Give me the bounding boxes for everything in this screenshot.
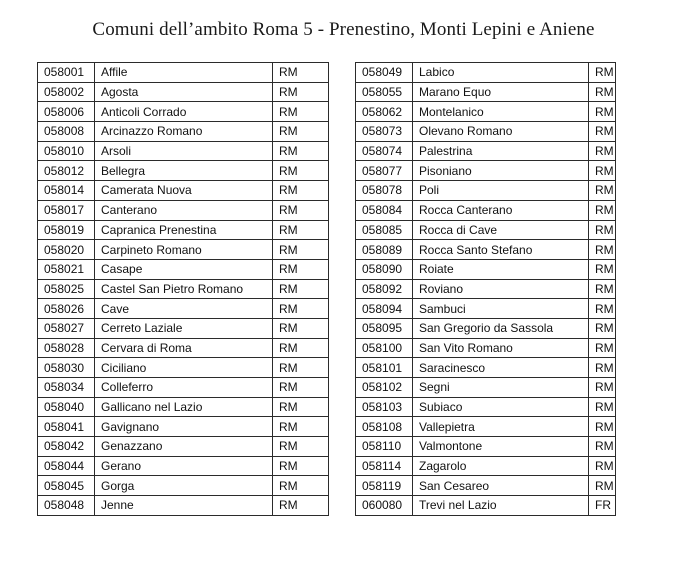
municipality-name-cell: Anticoli Corrado <box>95 102 273 122</box>
istat-code-cell: 058028 <box>38 338 95 358</box>
municipality-name-cell: Colleferro <box>95 378 273 398</box>
province-cell: RM <box>273 496 329 516</box>
province-cell: RM <box>273 358 329 378</box>
istat-code-cell: 058026 <box>38 299 95 319</box>
istat-code-cell: 058044 <box>38 456 95 476</box>
province-cell: RM <box>273 397 329 417</box>
province-cell: RM <box>273 417 329 437</box>
table-row <box>38 318 329 338</box>
province-cell: RM <box>589 397 616 417</box>
istat-code-cell: 058095 <box>356 318 413 338</box>
istat-code-cell: 058001 <box>38 63 95 83</box>
table-row <box>38 200 329 220</box>
municipality-name-cell: Olevano Romano <box>413 122 589 142</box>
municipality-name-cell: Sambuci <box>413 299 589 319</box>
municipality-name-cell: Labico <box>413 63 589 83</box>
table-row <box>38 181 329 201</box>
table-row <box>38 63 329 83</box>
municipality-name-cell: Cave <box>95 299 273 319</box>
istat-code-cell: 058040 <box>38 397 95 417</box>
province-cell: RM <box>273 161 329 181</box>
table-row <box>38 240 329 260</box>
province-cell: RM <box>273 141 329 161</box>
municipality-name-cell: Valmontone <box>413 437 589 457</box>
istat-code-cell: 058114 <box>356 456 413 476</box>
istat-code-cell: 058010 <box>38 141 95 161</box>
province-cell: RM <box>589 358 616 378</box>
province-cell: RM <box>273 318 329 338</box>
table-row <box>38 220 329 240</box>
istat-code-cell: 058062 <box>356 102 413 122</box>
province-cell: RM <box>273 299 329 319</box>
municipality-name-cell: San Vito Romano <box>413 338 589 358</box>
table-row <box>356 200 616 220</box>
table-row <box>356 259 616 279</box>
istat-code-cell: 058014 <box>38 181 95 201</box>
province-cell: RM <box>589 279 616 299</box>
municipality-name-cell: Rocca Canterano <box>413 200 589 220</box>
istat-code-cell: 058090 <box>356 259 413 279</box>
table-row <box>38 122 329 142</box>
municipality-name-cell: Gerano <box>95 456 273 476</box>
province-cell: RM <box>589 259 616 279</box>
table-row <box>356 358 616 378</box>
province-cell: RM <box>589 318 616 338</box>
municipality-name-cell: Palestrina <box>413 141 589 161</box>
municipality-name-cell: Trevi nel Lazio <box>413 496 589 516</box>
municipality-name-cell: Rocca Santo Stefano <box>413 240 589 260</box>
table-row <box>38 299 329 319</box>
istat-code-cell: 058101 <box>356 358 413 378</box>
table-row <box>356 141 616 161</box>
table-row <box>356 299 616 319</box>
province-cell: RM <box>589 338 616 358</box>
istat-code-cell: 058110 <box>356 437 413 457</box>
table-row <box>356 338 616 358</box>
province-cell: RM <box>589 378 616 398</box>
istat-code-cell: 058021 <box>38 259 95 279</box>
istat-code-cell: 058025 <box>38 279 95 299</box>
istat-code-cell: 058048 <box>38 496 95 516</box>
municipality-name-cell: Cervara di Roma <box>95 338 273 358</box>
municipality-name-cell: Roviano <box>413 279 589 299</box>
municipality-name-cell: Marano Equo <box>413 82 589 102</box>
page-title: Comuni dell’ambito Roma 5 - Prenestino, Monti Lepini e Aniene <box>92 19 595 40</box>
municipality-name-cell: Roiate <box>413 259 589 279</box>
province-cell: RM <box>273 437 329 457</box>
province-cell: RM <box>589 102 616 122</box>
municipality-name-cell: Arsoli <box>95 141 273 161</box>
table-row <box>356 181 616 201</box>
table-row <box>356 397 616 417</box>
municipalities-table-left <box>37 62 329 516</box>
istat-code-cell: 058073 <box>356 122 413 142</box>
province-cell: RM <box>589 299 616 319</box>
istat-code-cell: 058078 <box>356 181 413 201</box>
province-cell: RM <box>589 122 616 142</box>
table-row <box>356 63 616 83</box>
istat-code-cell: 058119 <box>356 476 413 496</box>
istat-code-cell: 058041 <box>38 417 95 437</box>
table-row <box>356 476 616 496</box>
municipality-name-cell: Montelanico <box>413 102 589 122</box>
province-cell: RM <box>273 378 329 398</box>
province-cell: RM <box>273 63 329 83</box>
istat-code-cell: 058042 <box>38 437 95 457</box>
istat-code-cell: 058085 <box>356 220 413 240</box>
istat-code-cell: 058077 <box>356 161 413 181</box>
province-cell: RM <box>589 240 616 260</box>
municipality-name-cell: Poli <box>413 181 589 201</box>
municipality-name-cell: Zagarolo <box>413 456 589 476</box>
province-cell: RM <box>589 141 616 161</box>
municipality-name-cell: Castel San Pietro Romano <box>95 279 273 299</box>
table-row <box>38 102 329 122</box>
istat-code-cell: 058049 <box>356 63 413 83</box>
istat-code-cell: 058089 <box>356 240 413 260</box>
istat-code-cell: 058027 <box>38 318 95 338</box>
province-cell: FR <box>589 496 616 516</box>
municipality-name-cell: Jenne <box>95 496 273 516</box>
table-row <box>38 378 329 398</box>
municipality-name-cell: Bellegra <box>95 161 273 181</box>
municipality-name-cell: Arcinazzo Romano <box>95 122 273 142</box>
municipality-name-cell: Casape <box>95 259 273 279</box>
province-cell: RM <box>273 122 329 142</box>
municipality-name-cell: Gorga <box>95 476 273 496</box>
municipality-name-cell: Carpineto Romano <box>95 240 273 260</box>
istat-code-cell: 058103 <box>356 397 413 417</box>
province-cell: RM <box>273 240 329 260</box>
municipality-name-cell: San Cesareo <box>413 476 589 496</box>
istat-code-cell: 060080 <box>356 496 413 516</box>
province-cell: RM <box>589 200 616 220</box>
province-cell: RM <box>273 200 329 220</box>
istat-code-cell: 058108 <box>356 417 413 437</box>
istat-code-cell: 058002 <box>38 82 95 102</box>
province-cell: RM <box>273 82 329 102</box>
table-row <box>356 456 616 476</box>
table-row <box>38 397 329 417</box>
province-cell: RM <box>273 220 329 240</box>
table-row <box>38 141 329 161</box>
table-row <box>356 122 616 142</box>
istat-code-cell: 058017 <box>38 200 95 220</box>
municipality-name-cell: Genazzano <box>95 437 273 457</box>
table-row <box>38 279 329 299</box>
table-row <box>356 496 616 516</box>
istat-code-cell: 058102 <box>356 378 413 398</box>
province-cell: RM <box>273 259 329 279</box>
province-cell: RM <box>589 437 616 457</box>
table-row <box>38 82 329 102</box>
istat-code-cell: 058020 <box>38 240 95 260</box>
municipality-name-cell: Ciciliano <box>95 358 273 378</box>
province-cell: RM <box>589 161 616 181</box>
istat-code-cell: 058006 <box>38 102 95 122</box>
table-row <box>356 417 616 437</box>
municipality-name-cell: Capranica Prenestina <box>95 220 273 240</box>
province-cell: RM <box>273 102 329 122</box>
province-cell: RM <box>589 82 616 102</box>
table-row <box>38 259 329 279</box>
municipality-name-cell: Gallicano nel Lazio <box>95 397 273 417</box>
table-row <box>356 279 616 299</box>
table-row <box>356 82 616 102</box>
istat-code-cell: 058008 <box>38 122 95 142</box>
municipality-name-cell: Cerreto Laziale <box>95 318 273 338</box>
table-row <box>38 496 329 516</box>
table-row <box>356 318 616 338</box>
municipality-name-cell: Vallepietra <box>413 417 589 437</box>
municipality-name-cell: Canterano <box>95 200 273 220</box>
istat-code-cell: 058055 <box>356 82 413 102</box>
table-row <box>356 220 616 240</box>
istat-code-cell: 058045 <box>38 476 95 496</box>
municipality-name-cell: Agosta <box>95 82 273 102</box>
municipality-name-cell: Segni <box>413 378 589 398</box>
table-row <box>356 437 616 457</box>
municipalities-table-right <box>355 62 616 516</box>
municipality-name-cell: Subiaco <box>413 397 589 417</box>
istat-code-cell: 058012 <box>38 161 95 181</box>
municipality-name-cell: Gavignano <box>95 417 273 437</box>
istat-code-cell: 058084 <box>356 200 413 220</box>
province-cell: RM <box>589 417 616 437</box>
istat-code-cell: 058100 <box>356 338 413 358</box>
province-cell: RM <box>589 181 616 201</box>
table-row <box>38 161 329 181</box>
municipality-name-cell: Pisoniano <box>413 161 589 181</box>
municipality-name-cell: Rocca di Cave <box>413 220 589 240</box>
istat-code-cell: 058074 <box>356 141 413 161</box>
table-row <box>38 476 329 496</box>
table-row <box>38 456 329 476</box>
table-row <box>356 161 616 181</box>
table-row <box>38 437 329 457</box>
istat-code-cell: 058034 <box>38 378 95 398</box>
table-row <box>356 240 616 260</box>
province-cell: RM <box>273 338 329 358</box>
municipality-name-cell: San Gregorio da Sassola <box>413 318 589 338</box>
istat-code-cell: 058092 <box>356 279 413 299</box>
province-cell: RM <box>273 476 329 496</box>
province-cell: RM <box>589 476 616 496</box>
province-cell: RM <box>273 181 329 201</box>
municipality-name-cell: Camerata Nuova <box>95 181 273 201</box>
table-row <box>356 378 616 398</box>
istat-code-cell: 058030 <box>38 358 95 378</box>
table-row <box>38 417 329 437</box>
table-row <box>38 338 329 358</box>
table-row <box>38 358 329 378</box>
table-row <box>356 102 616 122</box>
province-cell: RM <box>273 456 329 476</box>
province-cell: RM <box>589 220 616 240</box>
municipality-name-cell: Affile <box>95 63 273 83</box>
province-cell: RM <box>273 279 329 299</box>
istat-code-cell: 058094 <box>356 299 413 319</box>
municipality-name-cell: Saracinesco <box>413 358 589 378</box>
istat-code-cell: 058019 <box>38 220 95 240</box>
province-cell: RM <box>589 456 616 476</box>
province-cell: RM <box>589 63 616 83</box>
